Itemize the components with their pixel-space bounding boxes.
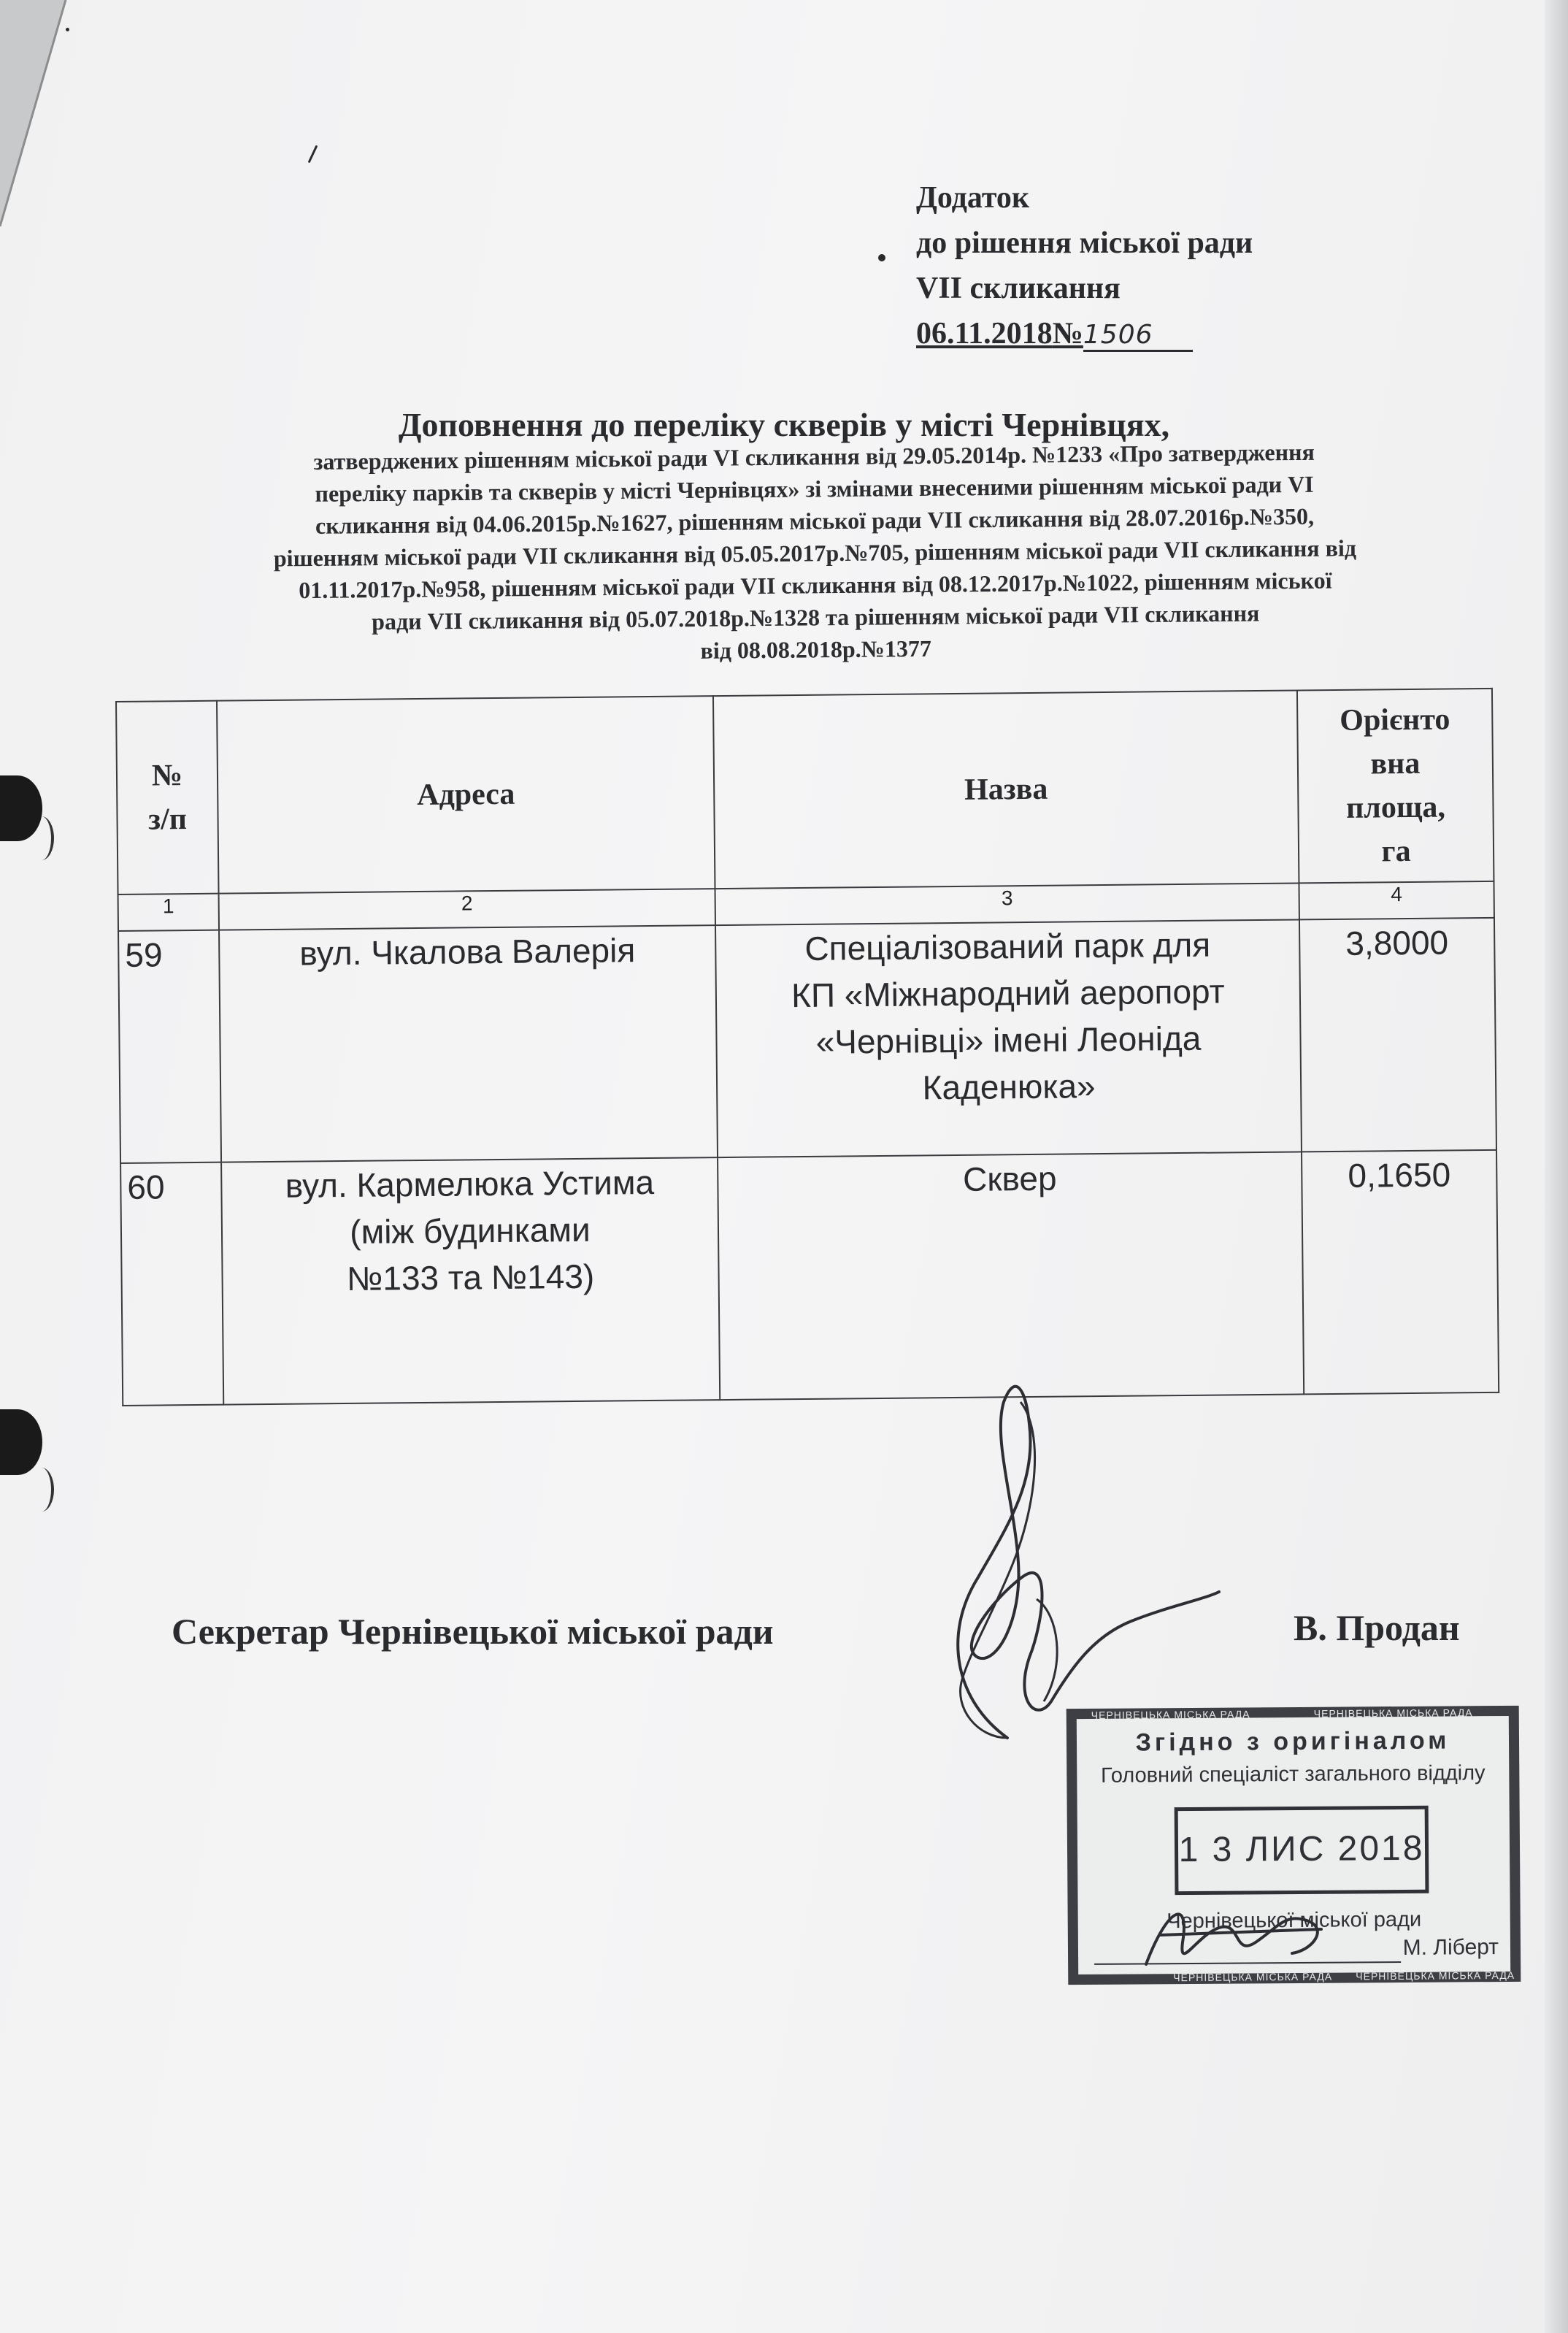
subtitle-line: скликання від 04.06.2015р.№1627, рішенням міської ради VII скликання від 28.07.2016р.№350, (315, 502, 1315, 539)
table-header-row (116, 689, 1494, 894)
header-area (1297, 689, 1494, 884)
column-number: 4 (1299, 881, 1494, 920)
name-line: Каденюка» (922, 1067, 1096, 1107)
header-num (116, 701, 219, 894)
row-name (715, 919, 1302, 1157)
row-number: 59 (118, 930, 221, 1163)
header-num-line: № (151, 759, 183, 793)
paper-speck (66, 28, 69, 31)
document-title: Доповнення до переліку скверів у місті Чернівцях, (398, 406, 1170, 443)
handwritten-signature (927, 1358, 1234, 1767)
name-line: «Чернівці» імені Леоніда (815, 1019, 1202, 1061)
document-subtitle (157, 434, 1473, 672)
address-line: вул. Чкалова Валерія (299, 931, 636, 973)
row-address (221, 1157, 720, 1405)
stamp-position: Головний спеціаліст загального відділу (1100, 1761, 1486, 1788)
appendix-date: 06.11.2018 (916, 317, 1053, 350)
appendix-date-line (916, 311, 1253, 356)
stamp-name: М. Ліберт (1402, 1935, 1499, 1960)
table-row (120, 1150, 1499, 1406)
header-area-line: вна (1370, 746, 1421, 781)
appendix-line-2: до рішення міської ради (916, 226, 1253, 260)
row-area: 3,8000 (1299, 918, 1496, 1152)
stamp-date: 1 3 ЛИС 2018 (1175, 1806, 1429, 1895)
squares-table (115, 688, 1499, 1406)
punch-hole-arc (29, 1468, 54, 1512)
stamp-title: Згідно з оригіналом (1135, 1726, 1450, 1757)
row-area: 0,1650 (1302, 1150, 1499, 1395)
address-line: (між будинками (349, 1210, 591, 1251)
table-row (118, 918, 1496, 1163)
subtitle-line: ради VII скликання від 05.07.2018р.№1328 та рішенням міської ради VII скликання (372, 599, 1260, 635)
appendix-number-label: № (1052, 317, 1083, 350)
signer-name: В. Продан (1294, 1607, 1460, 1648)
row-address (219, 925, 718, 1162)
header-area-line: Орієнто (1340, 702, 1450, 738)
column-number: 2 (219, 889, 715, 930)
subtitle-line: від 08.08.2018р.№1377 (700, 635, 932, 664)
column-number: 3 (715, 883, 1299, 925)
header-area-line: га (1381, 834, 1411, 869)
squares-table-wrapper (115, 688, 1498, 1406)
subtitle-line: рішенням міської ради VII скликання від 05.05.2017р.№705, рішенням міської ради VII скликання від (273, 535, 1357, 572)
header-area-line: площа, (1345, 790, 1446, 825)
address-line: №133 та №143) (346, 1257, 595, 1298)
column-number: 1 (118, 894, 219, 931)
stamp-council: Чернівецької міської ради (1167, 1907, 1422, 1934)
paper-speck (878, 254, 885, 261)
header-name: Назва (713, 690, 1299, 889)
header-num-line: з/п (147, 802, 188, 837)
subtitle-line: 01.11.2017р.№958, рішенням міської ради VII скликання від 08.12.2017р.№1022, рішенням міської (299, 567, 1332, 604)
signer-position: Секретар Чернівецької міської ради (172, 1611, 774, 1652)
appendix-line-3: VII скликання (916, 272, 1121, 305)
stamp-edge-text: ЧЕРНІВЕЦЬКА МІСЬКА РАДА (1173, 1970, 1333, 1984)
name-line: Сквер (962, 1159, 1057, 1198)
header-address: Адреса (217, 696, 715, 894)
appendix-number-handwritten: 1506 (1083, 321, 1193, 352)
row-number: 60 (120, 1162, 223, 1406)
subtitle-line: затверджених рішенням міської ради VI скликання від 29.05.2014р. №1233 «Про затвердження (313, 438, 1315, 475)
appendix-header (916, 175, 1253, 356)
stamp-edge-text: ЧЕРНІВЕЦЬКА МІСЬКА РАДА (1313, 1706, 1473, 1720)
stamp-signature (1139, 1891, 1336, 1979)
subtitle-line: переліку парків та скверів у місті Чернівцях» зі змінами внесеними рішенням міської ради VI (315, 470, 1314, 507)
appendix-line-1: Додаток (916, 181, 1030, 215)
name-line: КП «Міжнародний аеропорт (791, 972, 1225, 1015)
stamp-edge-text: ЧЕРНІВЕЦЬКА МІСЬКА РАДА (1356, 1969, 1515, 1983)
background-edge (1545, 0, 1568, 2333)
address-line: вул. Кармелюка Устима (285, 1162, 655, 1205)
name-line: Спеціалізований парк для (804, 925, 1211, 968)
punch-hole-arc (29, 816, 54, 860)
stamp-edge-text: ЧЕРНІВЕЦЬКА МІСЬКА РАДА (1091, 1708, 1250, 1721)
